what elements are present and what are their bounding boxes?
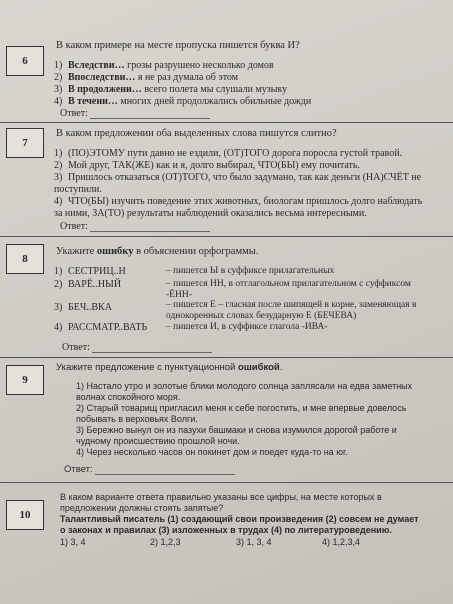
q6-option-3-text: всего полета мы слушали музыку [141,84,288,95]
q9-option-2: 2) Старый товарищ пригласил меня к себе погостить, и мне впервые довелось побывать в верховьях Волги. [76,403,407,424]
q7-answer-label: Ответ: [60,221,88,232]
q8-option-3-explanation: – пишется Е – гласная после шипящей в корне, заменяющая в однокоренных словах безударную Е (БЕЧЕВА) [166,300,417,321]
q6-option-3-number: 3) [54,84,63,95]
q7-answer-line[interactable] [90,222,210,232]
q8-answer [62,342,212,353]
q8-question-bold: ошибку [96,246,134,257]
q10-number-text: 10 [19,509,31,521]
q8-option-3-number: 3) [54,302,63,313]
q8-option-2-explanation: – пишется НН, в отглагольном прилагательном с суффиксом -ЁНН- [166,279,411,300]
q8-option-4-word: РАССМАТР..ВАТЬ [68,322,148,333]
q6-answer-label: Ответ: [60,108,88,119]
divider [0,357,453,358]
question-number-10 [6,500,44,530]
q9-answer-line[interactable] [95,465,235,475]
q9-answer [64,464,235,475]
q6-option-2 [54,72,238,84]
q8-option-3 [54,302,112,314]
q7-option-4-text: ЧТО(БЫ) изучить поведение этих животных, биологам пришлось долго наблюдать за ними, ЗА(ТО) результаты наблюдений оказались весьма интересными. [54,196,423,219]
q6-option-1 [54,60,274,72]
q7-option-3-text: Пришлось отказаться (ОТ)ТОГО, что было задумано, так как деньги (НА)СЧЁТ не поступили. [54,172,422,195]
q6-option-1-text: грозы разрушено несколько домов [124,60,274,71]
q10-option-1: 1) 3, 4 [60,537,86,547]
q7-option-1-text: (ПО)ЭТОМУ пути давно не ездили, (ОТ)ТОГО дорога поросла густой травой. [68,148,403,159]
q7-option-3 [54,172,434,195]
q6-number-text: 6 [22,55,28,67]
divider [0,482,453,483]
q8-question-post: в объяснении орфограммы. [133,246,259,257]
q8-option-4-number: 4) [54,322,63,333]
q6-option-2-word: Впоследстви… [68,72,136,83]
q8-option-4 [54,322,147,334]
q8-answer-label: Ответ: [62,342,90,353]
q6-option-2-number: 2) [54,72,63,83]
q9-option-1: 1) Настало утро и золотые блики молодого солнца заплясали на едва заметных волнах спокойного моря. [76,381,413,402]
q7-question: В каком предложении оба выделенных слова пишутся слитно? [56,128,337,139]
divider [0,236,453,237]
q6-option-2-text: я не раз думала об этом [135,72,239,83]
q6-answer-line[interactable] [90,109,210,119]
question-number-7 [6,128,44,158]
q9-answer-label: Ответ: [64,464,93,475]
q6-option-4 [54,96,311,108]
q6-option-4-text: многих дней продолжались обильные дожди [117,96,312,107]
q8-option-1-number: 1) [54,266,63,277]
q8-number-text: 8 [22,253,28,265]
q9-number-text: 9 [22,374,28,386]
q6-option-1-word: Вследстви… [68,60,125,71]
divider [0,122,453,123]
q6-option-1-number: 1) [54,60,63,71]
q7-option-3-number: 3) [54,172,63,183]
q9-question-post: . [279,362,283,373]
q9-option-4: 4) Через несколько часов он покинет дом и поедет куда-то на юг. [76,447,348,457]
q7-option-2 [54,160,444,172]
q10-question: В каком варианте ответа правильно указаны все цифры, на месте которых в предложении должны стоять запятые? [60,492,382,513]
q7-option-4-number: 4) [54,196,63,207]
question-number-6 [6,46,44,76]
q8-answer-line[interactable] [92,343,212,353]
q10-sentence: Талантливый писатель (1) создающий свои произведения (2) совсем не думает о законах и правилах (3) изложенных в трудах (4) по литературоведению. [60,514,419,535]
q7-option-2-number: 2) [54,160,63,171]
q9-question-pre: Укажите предложение с пунктуационной [56,362,239,373]
q8-option-1-word: СЕСТРИЦ..Н [68,266,126,277]
q6-option-3 [54,84,287,96]
q6-question: В каком примере на месте пропуска пишется буква И? [56,40,300,51]
q6-option-3-word: В продолжени… [68,84,142,95]
q8-option-1-explanation: – пишется Ы в суффиксе прилагательных [166,266,335,276]
q7-answer [60,221,210,232]
q7-option-2-text: Мой друг, ТАК(ЖЕ) как и я, долго выбирал, ЧТО(БЫ) ему почитать. [68,160,360,171]
q9-option-3: 3) Бережно вынул он из пазухи башмаки и снова изумился дорогой работе и чудному происшествию прошлой ночи. [76,425,397,446]
q6-option-4-number: 4) [54,96,63,107]
q7-number-text: 7 [22,137,28,149]
q9-question [56,362,282,374]
q8-option-3-word: БЕЧ..ВКА [68,302,112,313]
q10-option-3: 3) 1, 3, 4 [236,537,272,547]
q7-option-4 [54,196,424,219]
q8-question-pre: Укажите [56,246,97,257]
q8-option-2-number: 2) [54,279,63,290]
q8-option-1 [54,266,126,278]
q8-option-4-explanation: – пишется И, в суффиксе глагола -ИВА- [166,322,328,332]
q7-option-1 [54,148,444,160]
q7-option-1-number: 1) [54,148,63,159]
q10-option-4: 4) 1,2,3,4 [322,537,361,547]
question-number-8 [6,244,44,274]
q6-answer [60,108,210,119]
q8-option-2 [54,279,121,291]
q9-question-bold: ошибкой [238,362,280,373]
q10-options [60,537,420,548]
q10-option-2: 2) 1,2,3 [150,537,181,547]
q6-option-4-word: В течени… [68,96,118,107]
q8-question [56,246,258,258]
q8-option-2-word: ВАРЁ..НЫЙ [68,279,122,290]
question-number-9 [6,365,44,395]
